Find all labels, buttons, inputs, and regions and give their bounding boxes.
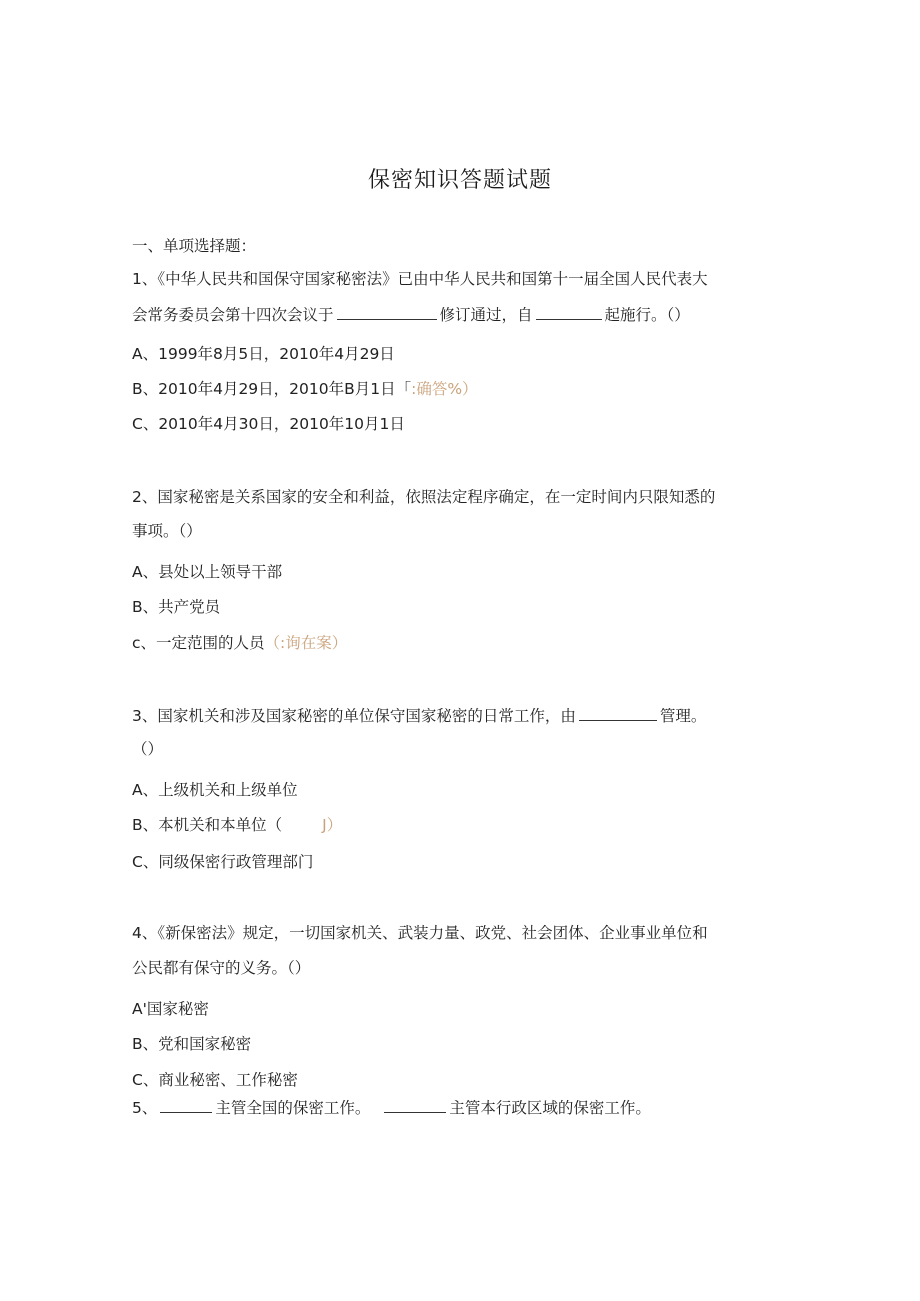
question-3-stem-line2: （）: [132, 740, 164, 758]
question-1-option-a: A、1999年8月5日，2010年4月29日: [132, 345, 395, 363]
question-2-stem-line1: 2、国家秘密是关系国家的安全和利益，依照法定程序确定，在一定时间内只限知悉的: [132, 488, 716, 506]
question-4-stem-line1: 4、《新保密法》规定，一切国家机关、武装力量、政党、社会团体、企业事业单位和: [132, 924, 708, 942]
question-3-stem-part-b: 管理。: [659, 707, 707, 725]
question-4-option-a: A'国家秘密: [132, 1000, 209, 1018]
question-5-stem: [132, 1097, 651, 1118]
option-text: B、本机关和本单位（: [132, 816, 283, 834]
question-1-option-b: [132, 379, 478, 399]
option-text: B、2010年4月29日，2010年B月1日「: [132, 380, 412, 398]
option-text: c、一定范围的人员: [132, 634, 265, 652]
question-5-stem-part-b: 主管全国的保密工作。: [215, 1099, 371, 1117]
question-3-stem-line1: [132, 705, 706, 726]
question-4-option-c: C、商业秘密、工作秘密: [132, 1071, 298, 1089]
question-5-stem-part-c: 主管本行政区域的保密工作。: [449, 1099, 651, 1117]
answer-blank: [337, 304, 437, 320]
question-2-option-b: B、共产党员: [132, 598, 221, 616]
question-1-stem-part-b: 修订通过，自: [439, 306, 533, 324]
question-2-option-a: A、县处以上领导干部: [132, 563, 283, 581]
question-3-stem-part-a: 3、国家机关和涉及国家秘密的单位保守国家秘密的日常工作，由: [132, 707, 576, 725]
question-1-stem-line1: 1、《中华人民共和国保守国家秘密法》已由中华人民共和国第十一届全国人民代表大: [132, 270, 708, 288]
question-3-option-b: [132, 815, 342, 835]
answer-blank: [384, 1097, 446, 1113]
answer-mark: J）: [322, 816, 343, 834]
question-4-option-b: B、党和国家秘密: [132, 1035, 252, 1053]
question-3-option-c: C、同级保密行政管理部门: [132, 853, 314, 871]
answer-blank: [536, 304, 602, 320]
question-4-stem-line2: 公民都有保守的义务。（）: [132, 959, 311, 977]
section-heading: 一、单项选择题：: [132, 237, 257, 255]
page-title: 保密知识答题试题: [367, 168, 552, 193]
question-2-option-c: [132, 633, 347, 653]
answer-blank: [579, 705, 657, 721]
answer-mark: （:询在案）: [264, 634, 348, 652]
question-1-stem-part-a: 会常务委员会第十四次会议于: [132, 306, 334, 324]
question-1-stem-line2: [132, 304, 690, 325]
answer-blank: [160, 1097, 212, 1113]
question-1-option-c: C、2010年4月30日，2010年10月1日: [132, 415, 405, 433]
question-5-stem-part-a: 5、: [132, 1099, 158, 1117]
question-1-stem-part-c: 起施行。（）: [604, 306, 690, 324]
answer-mark: :确答%）: [411, 380, 478, 398]
question-2-stem-line2: 事项。（）: [132, 522, 202, 540]
question-3-option-a: A、上级机关和上级单位: [132, 781, 298, 799]
